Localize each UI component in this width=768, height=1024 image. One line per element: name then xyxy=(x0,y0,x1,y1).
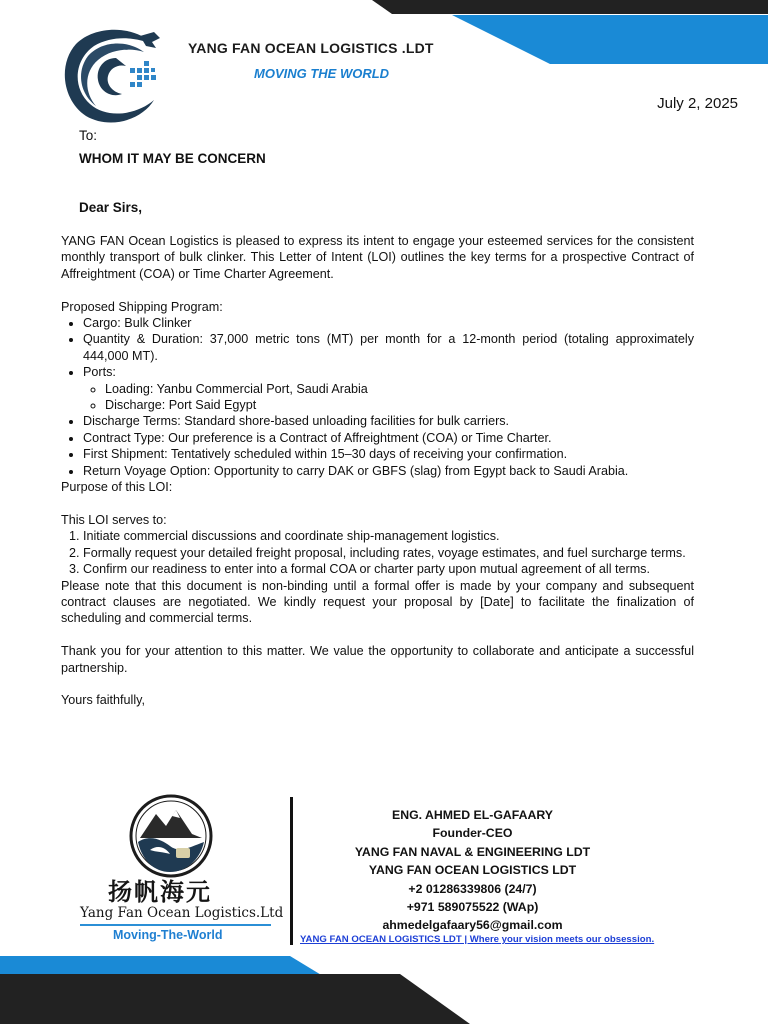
signer-company-2: YANG FAN OCEAN LOGISTICS LDT xyxy=(368,863,577,878)
program-list xyxy=(61,315,694,479)
list-item: 3. Confirm our readiness to enter into a formal COA or charter party upon mutual agreement of all terms. xyxy=(83,561,694,577)
signer-title: Founder-CEO xyxy=(432,826,513,841)
letter-date: July 2, 2025 xyxy=(657,95,738,112)
letter-body xyxy=(61,233,694,709)
serves-list xyxy=(61,528,694,577)
company-logo-icon xyxy=(56,22,168,126)
note-paragraph: Please note that this document is non-binding until a formal offer is made by your company and subsequent contract clauses are negotiated. We kindly request your proposal by [Date] to facilitate the finalization of scheduling and commercial terms. xyxy=(61,578,694,626)
list-item: • Discharge Terms: Standard shore-based unloading facilities for bulk carriers. xyxy=(83,413,694,429)
list-item: • First Shipment: Tentatively scheduled within 15–30 days of receiving your confirmation. xyxy=(83,446,694,462)
program-heading: Proposed Shipping Program: xyxy=(61,299,223,314)
signature-block xyxy=(300,806,645,935)
logo-chinese-text: 扬帆海元 xyxy=(108,877,212,906)
list-item: • Quantity & Duration: 37,000 metric tons (MT) per month for a 12-month period (totaling approximately 444,000 MT). xyxy=(83,331,694,364)
company-slogan: MOVING THE WORLD xyxy=(254,66,390,81)
logo-slogan: Moving-The-World xyxy=(113,928,223,942)
intro-paragraph: YANG FAN Ocean Logistics is pleased to express its intent to engage your esteemed services for the consistent monthly transport of bulk clinker. This Letter of Intent (LOI) outlines the key terms for a prospective Contract of Affreightment (COA) or Time Charter Agreement. xyxy=(61,234,694,281)
list-item: ◦ Discharge: Port Said Egypt xyxy=(105,397,694,413)
ports-label: Ports: xyxy=(83,365,116,380)
tagline-link[interactable]: YANG FAN OCEAN LOGISTICS LDT | Where your vision meets our obsession. xyxy=(300,934,655,945)
closing: Yours faithfully, xyxy=(61,693,146,708)
logo-underline xyxy=(80,924,271,926)
signer-phone-1: +2 01286339806 (24/7) xyxy=(408,881,537,896)
signer-company-1: YANG FAN NAVAL & ENGINEERING LDT xyxy=(354,844,591,859)
logo-english-text: Yang Fan Ocean Logistics.Ltd xyxy=(80,905,284,921)
signer-email: ahmedelgafaary56@gmail.com xyxy=(382,918,563,933)
company-name: YANG FAN OCEAN LOGISTICS .LDT xyxy=(188,40,434,56)
thanks-paragraph: Thank you for your attention to this matter. We value the opportunity to collaborate and anticipate a successful partnership. xyxy=(61,644,694,675)
signature-logo-icon xyxy=(126,794,216,878)
list-item: • Return Voyage Option: Opportunity to carry DAK or GBFS (slag) from Egypt back to Saudi Arabia. xyxy=(83,463,694,479)
ports-list xyxy=(83,381,694,414)
serves-heading: This LOI serves to: xyxy=(61,512,167,527)
list-item: ◦ Loading: Yanbu Commercial Port, Saudi Arabia xyxy=(105,381,694,397)
signer-name: ENG. AHMED EL-GAFAARY xyxy=(392,808,553,822)
recipient-name: WHOM IT MAY BE CONCERN xyxy=(79,151,266,166)
purpose-heading: Purpose of this LOI: xyxy=(61,480,173,495)
signature-divider xyxy=(290,797,293,945)
to-label: To: xyxy=(79,128,98,143)
list-item: 1. Initiate commercial discussions and coordinate ship-management logistics. xyxy=(83,528,694,544)
signer-phone-2: +971 589075522 (WAp) xyxy=(406,900,539,915)
greeting: Dear Sirs, xyxy=(79,200,143,215)
list-item: • Cargo: Bulk Clinker xyxy=(83,315,694,331)
footer-decoration xyxy=(0,940,768,1024)
list-item: 2. Formally request your detailed freight proposal, including rates, voyage estimates, and fuel surcharge terms. xyxy=(83,545,694,561)
list-item xyxy=(83,364,694,413)
list-item: • Contract Type: Our preference is a Contract of Affreightment (COA) or Time Charter. xyxy=(83,430,694,446)
